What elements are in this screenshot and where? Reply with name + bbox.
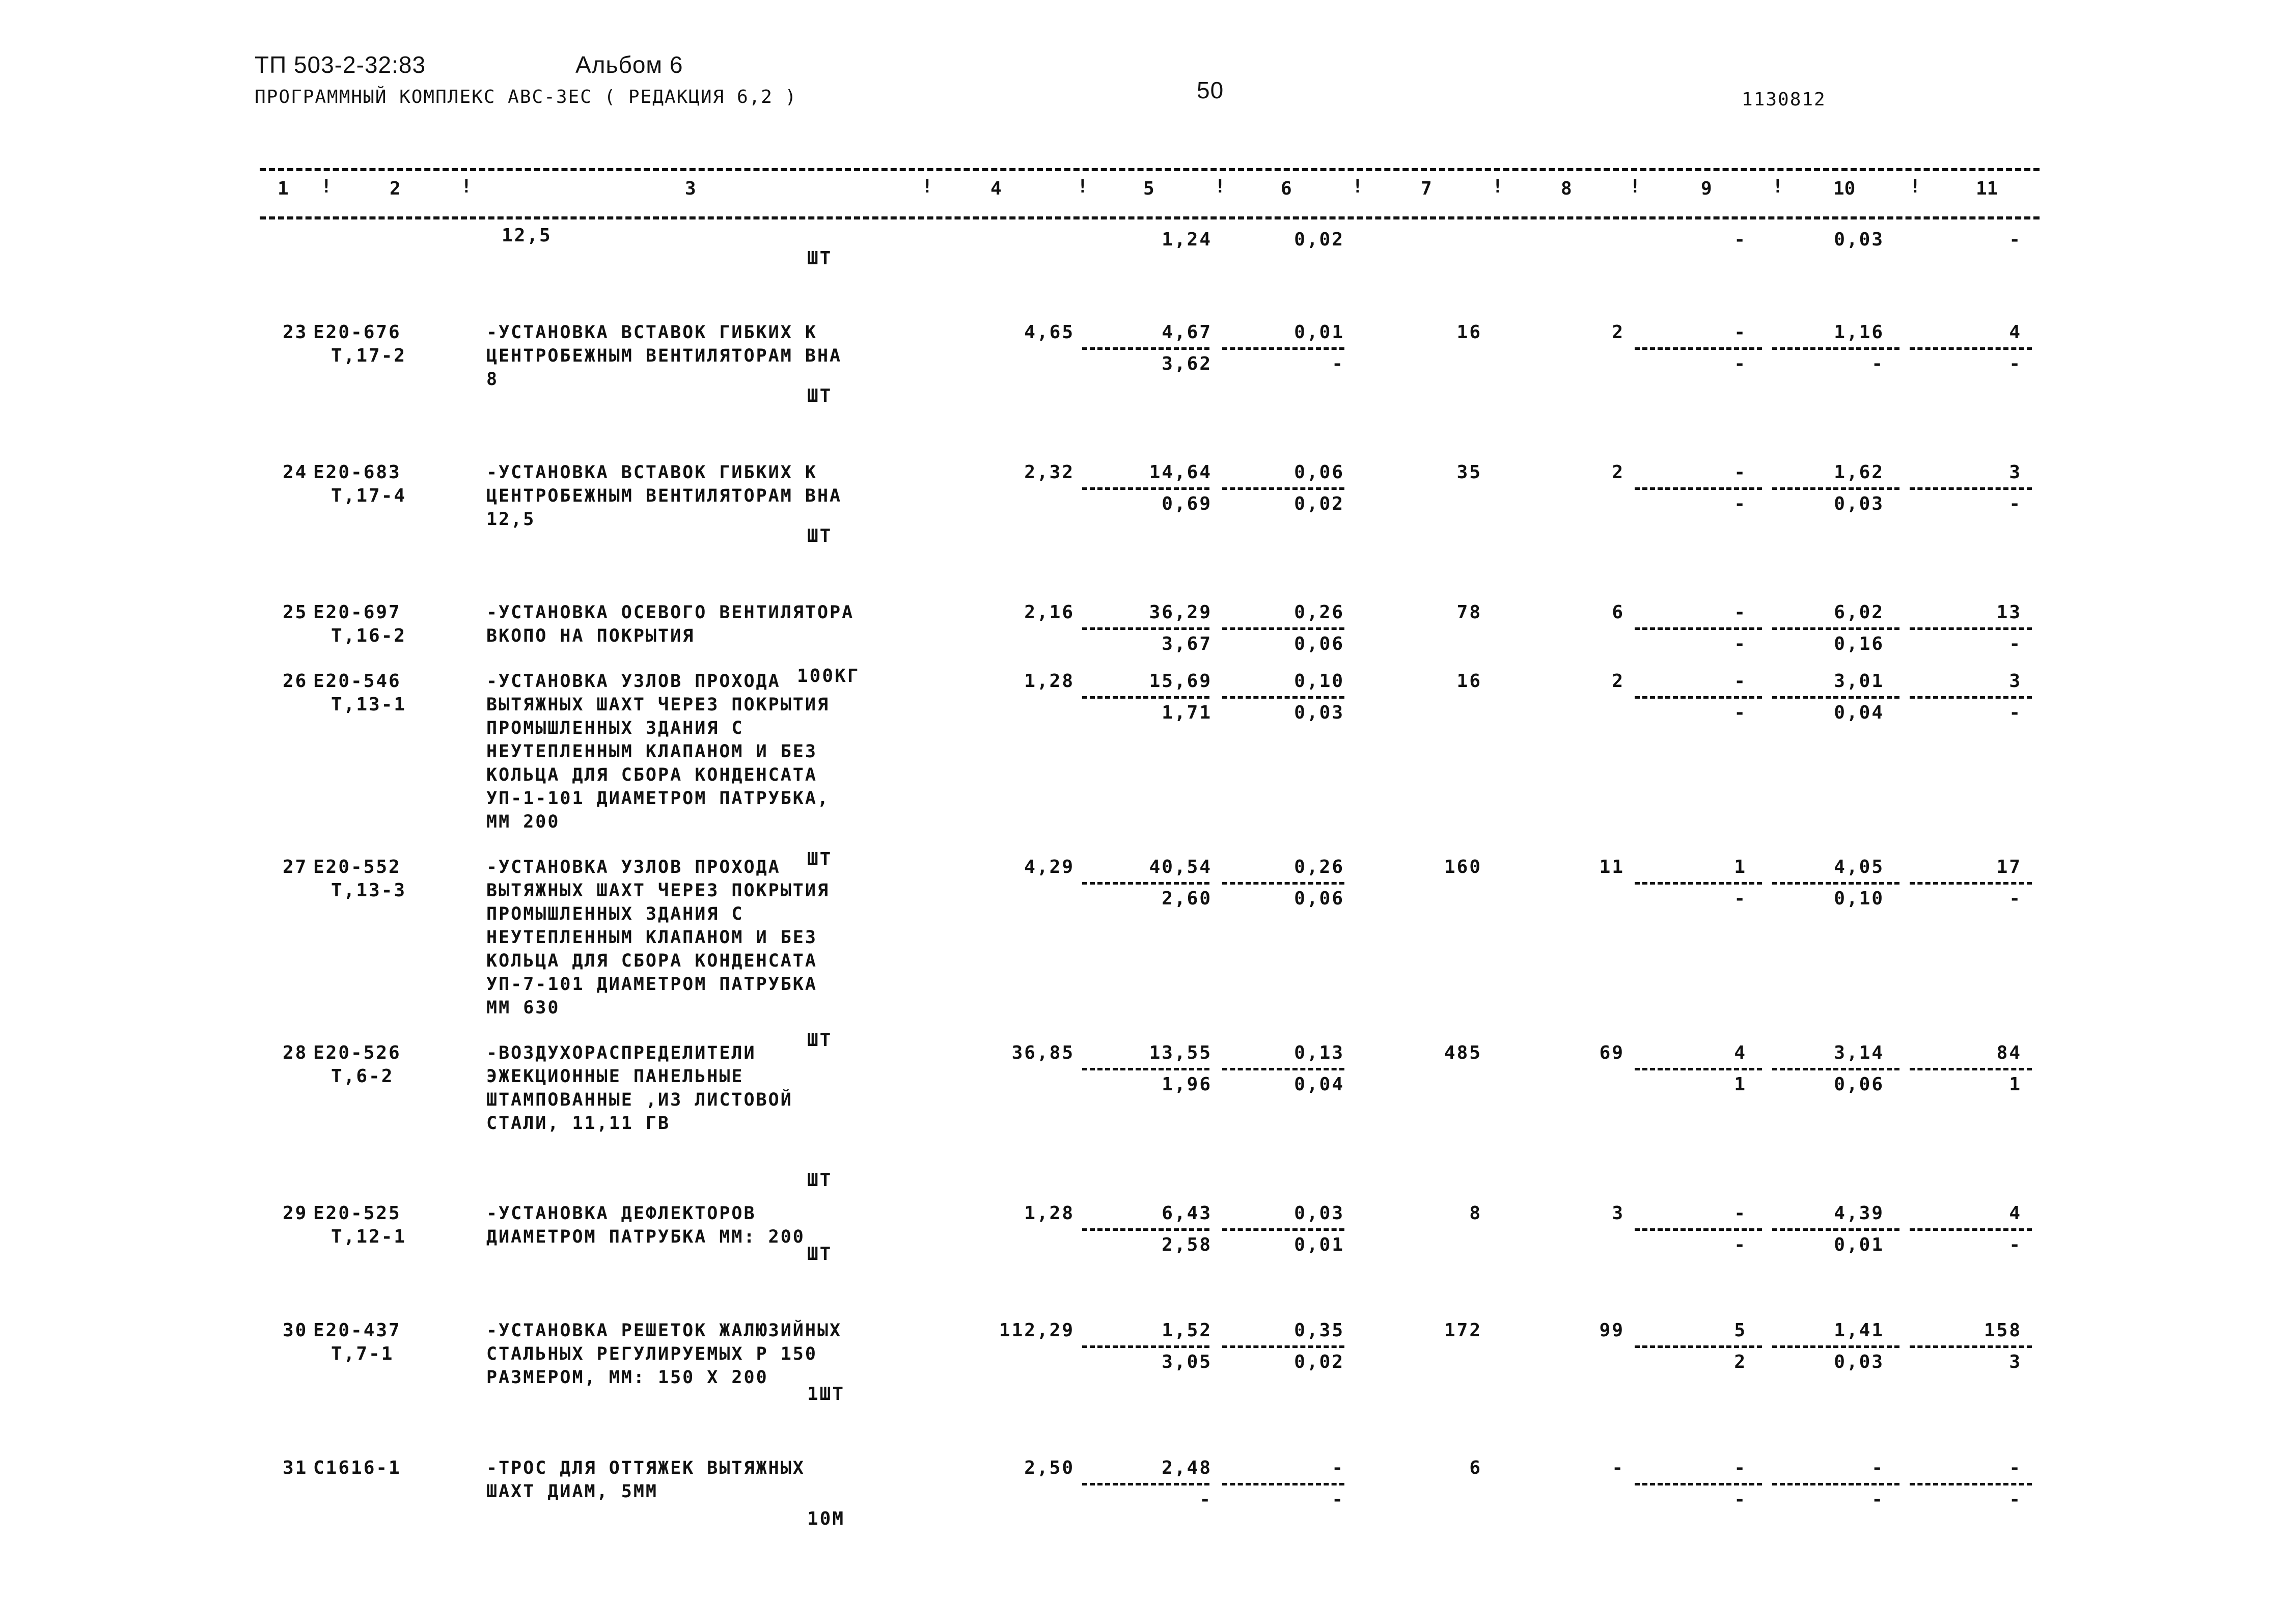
rate-table-ref: Т,7-1	[331, 1343, 394, 1364]
unit-cost-divider	[1082, 347, 1209, 350]
column-divider: !	[321, 176, 332, 197]
column-divider: !	[1910, 176, 1921, 197]
unit-cost-value: 14,64	[1149, 462, 1212, 483]
table-header-rule	[260, 216, 2040, 219]
col9-lower-value: -	[1734, 1489, 1747, 1510]
col10-value: 4,39	[1834, 1203, 1884, 1224]
col11-value: 13	[1996, 602, 2022, 623]
col11-lower-value: -	[2009, 634, 2022, 654]
total-divider	[1910, 347, 2032, 350]
column-number: 1	[278, 178, 289, 199]
document-number: 1130812	[1742, 89, 1826, 110]
col10-lower-value: 0,04	[1834, 702, 1884, 723]
row-number: 24	[283, 462, 308, 483]
column-number: 11	[1976, 178, 1998, 199]
col11-lower-value: -	[2009, 702, 2022, 723]
page-number: 50	[1197, 77, 1224, 103]
col11-value: -	[2009, 1457, 2022, 1478]
unit-cost-wage-value: 1,71	[1162, 702, 1212, 723]
unit-cost-wage-value: 3,67	[1162, 634, 1212, 654]
unit-cost-wage-machine-value: 0,03	[1294, 702, 1344, 723]
quantity-value: 4,29	[1024, 857, 1075, 877]
rate-code: Е20-683	[313, 462, 401, 483]
unit-cost-wage-machine-value: -	[1332, 353, 1344, 374]
total-machine-value: 2	[1612, 322, 1624, 343]
col10-lower-value: 0,16	[1834, 634, 1884, 654]
unit-cost-value: 13,55	[1149, 1042, 1212, 1063]
total-cost-value: 6	[1469, 1457, 1482, 1478]
row-number: 23	[283, 322, 308, 343]
unit-cost-machine-value: 0,06	[1294, 462, 1344, 483]
unit-cost-divider	[1082, 1068, 1209, 1070]
col9-lower-value: 1	[1734, 1074, 1747, 1095]
unit-cost-divider	[1222, 627, 1344, 630]
work-description: -УСТАНОВКА ВСТАВОК ГИБКИХ К ЦЕНТРОБЕЖНЫМ ВЕНТИЛЯТОРАМ ВНА 12,5	[486, 462, 842, 530]
total-divider	[1772, 347, 1899, 350]
unit-cost-value: 4,67	[1162, 322, 1212, 343]
col9-value: -	[1734, 229, 1747, 250]
total-divider	[1772, 1228, 1899, 1231]
col11-lower-value: -	[2009, 493, 2022, 514]
col11-value: 3	[2009, 462, 2022, 483]
quantity-value: 1,28	[1024, 1203, 1075, 1224]
total-divider	[1772, 1345, 1899, 1348]
row-number: 30	[283, 1320, 308, 1341]
col10-lower-value: 0,06	[1834, 1074, 1884, 1095]
col9-value: -	[1734, 602, 1747, 623]
unit-cost-divider	[1082, 1345, 1209, 1348]
rate-code: Е20-546	[313, 671, 401, 692]
unit-cost-divider	[1222, 882, 1344, 885]
col10-value: 6,02	[1834, 602, 1884, 623]
col10-lower-value: 0,03	[1834, 493, 1884, 514]
col10-value: 0,03	[1834, 229, 1884, 250]
unit-cost-wage-machine-value: 0,04	[1294, 1074, 1344, 1095]
unit-of-measure: ШТ	[807, 1244, 833, 1264]
rate-code: С1616-1	[313, 1457, 401, 1478]
total-divider	[1910, 1068, 2032, 1070]
col9-value: 5	[1734, 1320, 1747, 1341]
rate-code: Е20-526	[313, 1042, 401, 1063]
col9-value: 1	[1734, 857, 1747, 877]
quantity-value: 2,32	[1024, 462, 1075, 483]
table-top-rule	[260, 168, 2040, 171]
col10-value: 1,62	[1834, 462, 1884, 483]
total-machine-value: 99	[1599, 1320, 1624, 1341]
work-description: -ВОЗДУХОРАСПРЕДЕЛИТЕЛИ ЭЖЕКЦИОННЫЕ ПАНЕЛЬНЫЕ ШТАМПОВАННЫЕ ,ИЗ ЛИСТОВОЙ СТАЛИ, 11,11 ГВ	[486, 1043, 793, 1134]
total-divider	[1772, 1483, 1899, 1485]
unit-cost-machine-value: 0,01	[1294, 322, 1344, 343]
col10-lower-value: -	[1871, 1489, 1884, 1510]
column-number: 4	[990, 178, 1002, 199]
document-code: ТП 503-2-32:83	[255, 51, 426, 78]
unit-cost-value: 6,43	[1162, 1203, 1212, 1224]
unit-of-measure: ШТ	[807, 1030, 833, 1051]
rate-table-ref: Т,17-2	[331, 345, 407, 366]
total-divider	[1910, 1483, 2032, 1485]
unit-cost-machine-value: 0,26	[1294, 857, 1344, 877]
total-machine-value: 69	[1599, 1042, 1624, 1063]
unit-cost-wage-value: -	[1199, 1489, 1212, 1510]
rate-code: Е20-676	[313, 322, 401, 343]
total-divider	[1772, 696, 1899, 699]
unit-cost-wage-machine-value: 0,01	[1294, 1234, 1344, 1255]
column-number: 2	[390, 178, 401, 199]
total-divider	[1910, 1228, 2032, 1231]
total-divider	[1635, 882, 1762, 885]
unit-cost-value: 40,54	[1149, 857, 1212, 877]
total-divider	[1635, 1483, 1762, 1485]
col9-value: -	[1734, 1203, 1747, 1224]
unit-cost-divider	[1082, 627, 1209, 630]
col9-value: -	[1734, 322, 1747, 343]
total-divider	[1635, 347, 1762, 350]
column-number: 5	[1143, 178, 1154, 199]
work-description: -УСТАНОВКА ОСЕВОГО ВЕНТИЛЯТОРА ВКОПО НА ПОКРЫТИЯ	[486, 602, 855, 646]
total-divider	[1910, 882, 2032, 885]
quantity-value: 2,50	[1024, 1457, 1075, 1478]
quantity-value: 2,16	[1024, 602, 1075, 623]
total-divider	[1635, 1345, 1762, 1348]
col10-value: -	[1871, 1457, 1884, 1478]
col11-value: 84	[1996, 1042, 2022, 1063]
total-cost-value: 172	[1444, 1320, 1482, 1341]
col10-value: 3,14	[1834, 1042, 1884, 1063]
unit-of-measure: ШТ	[807, 386, 833, 406]
unit-cost-wage-value: 2,60	[1162, 888, 1212, 909]
column-divider: !	[1215, 176, 1226, 197]
rate-table-ref: Т,13-3	[331, 880, 407, 901]
total-divider	[1772, 627, 1899, 630]
unit-cost-wage-machine-value: 0,02	[1294, 1352, 1344, 1372]
column-number: 3	[685, 178, 696, 199]
total-machine-value: 6	[1612, 602, 1624, 623]
unit-of-measure: 100КГ	[797, 666, 860, 686]
total-divider	[1635, 487, 1762, 490]
col9-lower-value: -	[1734, 353, 1747, 374]
col9-lower-value: -	[1734, 493, 1747, 514]
total-cost-value: 78	[1456, 602, 1482, 623]
col11-value: 17	[1996, 857, 2022, 877]
row-number: 27	[283, 857, 308, 877]
col10-lower-value: 0,01	[1834, 1234, 1884, 1255]
unit-of-measure: ШТ	[807, 248, 833, 269]
total-divider	[1772, 487, 1899, 490]
row-number: 25	[283, 602, 308, 623]
total-divider	[1910, 627, 2032, 630]
column-divider: !	[1352, 176, 1363, 197]
unit-cost-divider	[1222, 487, 1344, 490]
column-divider: !	[922, 176, 933, 197]
col9-value: -	[1734, 1457, 1747, 1478]
unit-cost-divider	[1082, 487, 1209, 490]
column-divider: !	[1630, 176, 1641, 197]
work-description: -УСТАНОВКА УЗЛОВ ПРОХОДА ВЫТЯЖНЫХ ШАХТ ЧЕРЕЗ ПОКРЫТИЯ ПРОМЫШЛЕННЫХ ЗДАНИЯ С НЕУТЕПЛЕННЫМ КЛАПАНОМ И БЕЗ КОЛЬЦА ДЛЯ СБОРА КОНДЕНСАТА УП-7-101 ДИАМЕТРОМ ПАТРУБКА ММ 630	[486, 857, 830, 1018]
cost-labor-value: 1,24	[1162, 229, 1212, 250]
unit-cost-divider	[1082, 696, 1209, 699]
unit-cost-wage-value: 3,05	[1162, 1352, 1212, 1372]
row-number: 29	[283, 1203, 308, 1224]
total-machine-value: 11	[1599, 857, 1624, 877]
rate-code: Е20-437	[313, 1320, 401, 1341]
work-description: -УСТАНОВКА УЗЛОВ ПРОХОДА ВЫТЯЖНЫХ ШАХТ ЧЕРЕЗ ПОКРЫТИЯ ПРОМЫШЛЕННЫХ ЗДАНИЯ С НЕУТЕПЛЕННЫМ КЛАПАНОМ И БЕЗ КОЛЬЦА ДЛЯ СБОРА КОНДЕНСАТА УП-1-101 ДИАМЕТРОМ ПАТРУБКА, ММ 200	[486, 671, 830, 832]
col11-lower-value: -	[2009, 1489, 2022, 1510]
col11-lower-value: -	[2009, 888, 2022, 909]
total-divider	[1635, 696, 1762, 699]
unit-cost-value: 36,29	[1149, 602, 1212, 623]
unit-cost-divider	[1222, 1345, 1344, 1348]
rate-table-ref: Т,12-1	[331, 1226, 407, 1247]
rate-code: Е20-697	[313, 602, 401, 623]
unit-cost-wage-machine-value: 0,02	[1294, 493, 1344, 514]
column-number: 6	[1281, 178, 1292, 199]
total-divider	[1635, 1228, 1762, 1231]
quantity-value: 112,29	[999, 1320, 1075, 1341]
column-number: 10	[1833, 178, 1856, 199]
col9-lower-value: -	[1734, 888, 1747, 909]
unit-cost-divider	[1222, 696, 1344, 699]
col11-value: -	[2009, 229, 2022, 250]
col11-value: 4	[2009, 1203, 2022, 1224]
col11-lower-value: 3	[2009, 1352, 2022, 1372]
unit-cost-machine-value: 0,10	[1294, 671, 1344, 692]
column-divider: !	[1077, 176, 1088, 197]
col10-value: 1,41	[1834, 1320, 1884, 1341]
unit-cost-divider	[1082, 1228, 1209, 1231]
unit-cost-wage-value: 3,62	[1162, 353, 1212, 374]
unit-cost-machine-value: 0,13	[1294, 1042, 1344, 1063]
unit-cost-divider	[1082, 882, 1209, 885]
quantity-value: 36,85	[1011, 1042, 1075, 1063]
unit-of-measure: ШТ	[807, 526, 833, 546]
rate-table-ref: Т,16-2	[331, 625, 407, 646]
rate-table-ref: Т,17-4	[331, 485, 407, 506]
work-description: -УСТАНОВКА ДЕФЛЕКТОРОВ ДИАМЕТРОМ ПАТРУБКА ММ: 200	[486, 1203, 805, 1247]
unit-cost-machine-value: -	[1332, 1457, 1344, 1478]
rate-table-ref: Т,6-2	[331, 1066, 394, 1087]
unit-cost-divider	[1222, 1228, 1344, 1231]
col9-value: -	[1734, 671, 1747, 692]
unit-cost-wage-machine-value: -	[1332, 1489, 1344, 1510]
unit-cost-wage-machine-value: 0,06	[1294, 888, 1344, 909]
unit-cost-divider	[1222, 347, 1344, 350]
col11-value: 3	[2009, 671, 2022, 692]
col11-lower-value: -	[2009, 353, 2022, 374]
total-divider	[1772, 882, 1899, 885]
total-divider	[1910, 1345, 2032, 1348]
unit-cost-wage-machine-value: 0,06	[1294, 634, 1344, 654]
unit-cost-divider	[1082, 1483, 1209, 1485]
column-number: 7	[1421, 178, 1432, 199]
unit-cost-divider	[1222, 1483, 1344, 1485]
unit-of-measure: ШТ	[807, 1170, 833, 1191]
total-divider	[1635, 627, 1762, 630]
unit-cost-machine-value: 0,26	[1294, 602, 1344, 623]
column-number: 8	[1561, 178, 1572, 199]
total-machine-value: 3	[1612, 1203, 1624, 1224]
unit-cost-value: 2,48	[1162, 1457, 1212, 1478]
col10-lower-value: -	[1871, 353, 1884, 374]
column-number: 9	[1701, 178, 1712, 199]
program-title: ПРОГРАММНЫЙ КОМПЛЕКС АВС-ЗЕС ( РЕДАКЦИЯ 6,2 )	[255, 87, 797, 107]
total-divider	[1635, 1068, 1762, 1070]
col10-lower-value: 0,03	[1834, 1352, 1884, 1372]
unit-of-measure: 1ШТ	[807, 1384, 845, 1405]
row-number: 31	[283, 1457, 308, 1478]
total-cost-value: 8	[1469, 1203, 1482, 1224]
unit-cost-wage-value: 0,69	[1162, 493, 1212, 514]
total-machine-value: -	[1612, 1457, 1624, 1478]
rate-table-ref: Т,13-1	[331, 694, 407, 715]
work-description: -ТРОС ДЛЯ ОТТЯЖЕК ВЫТЯЖНЫХ ШАХТ ДИАМ, 5ММ	[486, 1458, 805, 1502]
row-number: 26	[283, 671, 308, 692]
col9-value: -	[1734, 462, 1747, 483]
column-divider: !	[1772, 176, 1783, 197]
unit-cost-wage-value: 1,96	[1162, 1074, 1212, 1095]
rate-code: Е20-525	[313, 1203, 401, 1224]
col11-lower-value: -	[2009, 1234, 2022, 1255]
col11-value: 158	[1984, 1320, 2022, 1341]
work-description: -УСТАНОВКА ВСТАВОК ГИБКИХ К ЦЕНТРОБЕЖНЫМ ВЕНТИЛЯТОРАМ ВНА 8	[486, 322, 842, 390]
total-cost-value: 16	[1456, 322, 1482, 343]
col10-value: 1,16	[1834, 322, 1884, 343]
col10-value: 3,01	[1834, 671, 1884, 692]
album-label: Альбом 6	[575, 51, 683, 78]
col9-lower-value: -	[1734, 634, 1747, 654]
quantity-value: 4,65	[1024, 322, 1075, 343]
rate-code: Е20-552	[313, 857, 401, 877]
col9-lower-value: 2	[1734, 1352, 1747, 1372]
total-machine-value: 2	[1612, 462, 1624, 483]
column-divider: !	[461, 176, 472, 197]
unit-cost-wage-value: 2,58	[1162, 1234, 1212, 1255]
unit-cost-machine-value: 0,03	[1294, 1203, 1344, 1224]
total-divider	[1910, 696, 2032, 699]
col9-lower-value: -	[1734, 1234, 1747, 1255]
unit-cost-divider	[1222, 1068, 1344, 1070]
description-tail: 12,5	[502, 225, 552, 246]
total-cost-value: 485	[1444, 1042, 1482, 1063]
col9-value: 4	[1734, 1042, 1747, 1063]
column-divider: !	[1492, 176, 1503, 197]
total-cost-value: 160	[1444, 857, 1482, 877]
unit-cost-value: 15,69	[1149, 671, 1212, 692]
total-divider	[1772, 1068, 1899, 1070]
unit-of-measure: 10М	[807, 1508, 845, 1529]
unit-of-measure: ШТ	[807, 849, 833, 870]
col9-lower-value: -	[1734, 702, 1747, 723]
quantity-value: 1,28	[1024, 671, 1075, 692]
unit-cost-machine-value: 0,35	[1294, 1320, 1344, 1341]
cost-machine-value: 0,02	[1294, 229, 1344, 250]
total-cost-value: 35	[1456, 462, 1482, 483]
col10-lower-value: 0,10	[1834, 888, 1884, 909]
unit-cost-value: 1,52	[1162, 1320, 1212, 1341]
total-machine-value: 2	[1612, 671, 1624, 692]
row-number: 28	[283, 1042, 308, 1063]
total-divider	[1910, 487, 2032, 490]
col11-value: 4	[2009, 322, 2022, 343]
total-cost-value: 16	[1456, 671, 1482, 692]
work-description: -УСТАНОВКА РЕШЕТОК ЖАЛЮЗИЙНЫХ СТАЛЬНЫХ РЕГУЛИРУЕМЫХ Р 150 РАЗМЕРОМ, ММ: 150 Х 200	[486, 1320, 842, 1388]
col10-value: 4,05	[1834, 857, 1884, 877]
col11-lower-value: 1	[2009, 1074, 2022, 1095]
